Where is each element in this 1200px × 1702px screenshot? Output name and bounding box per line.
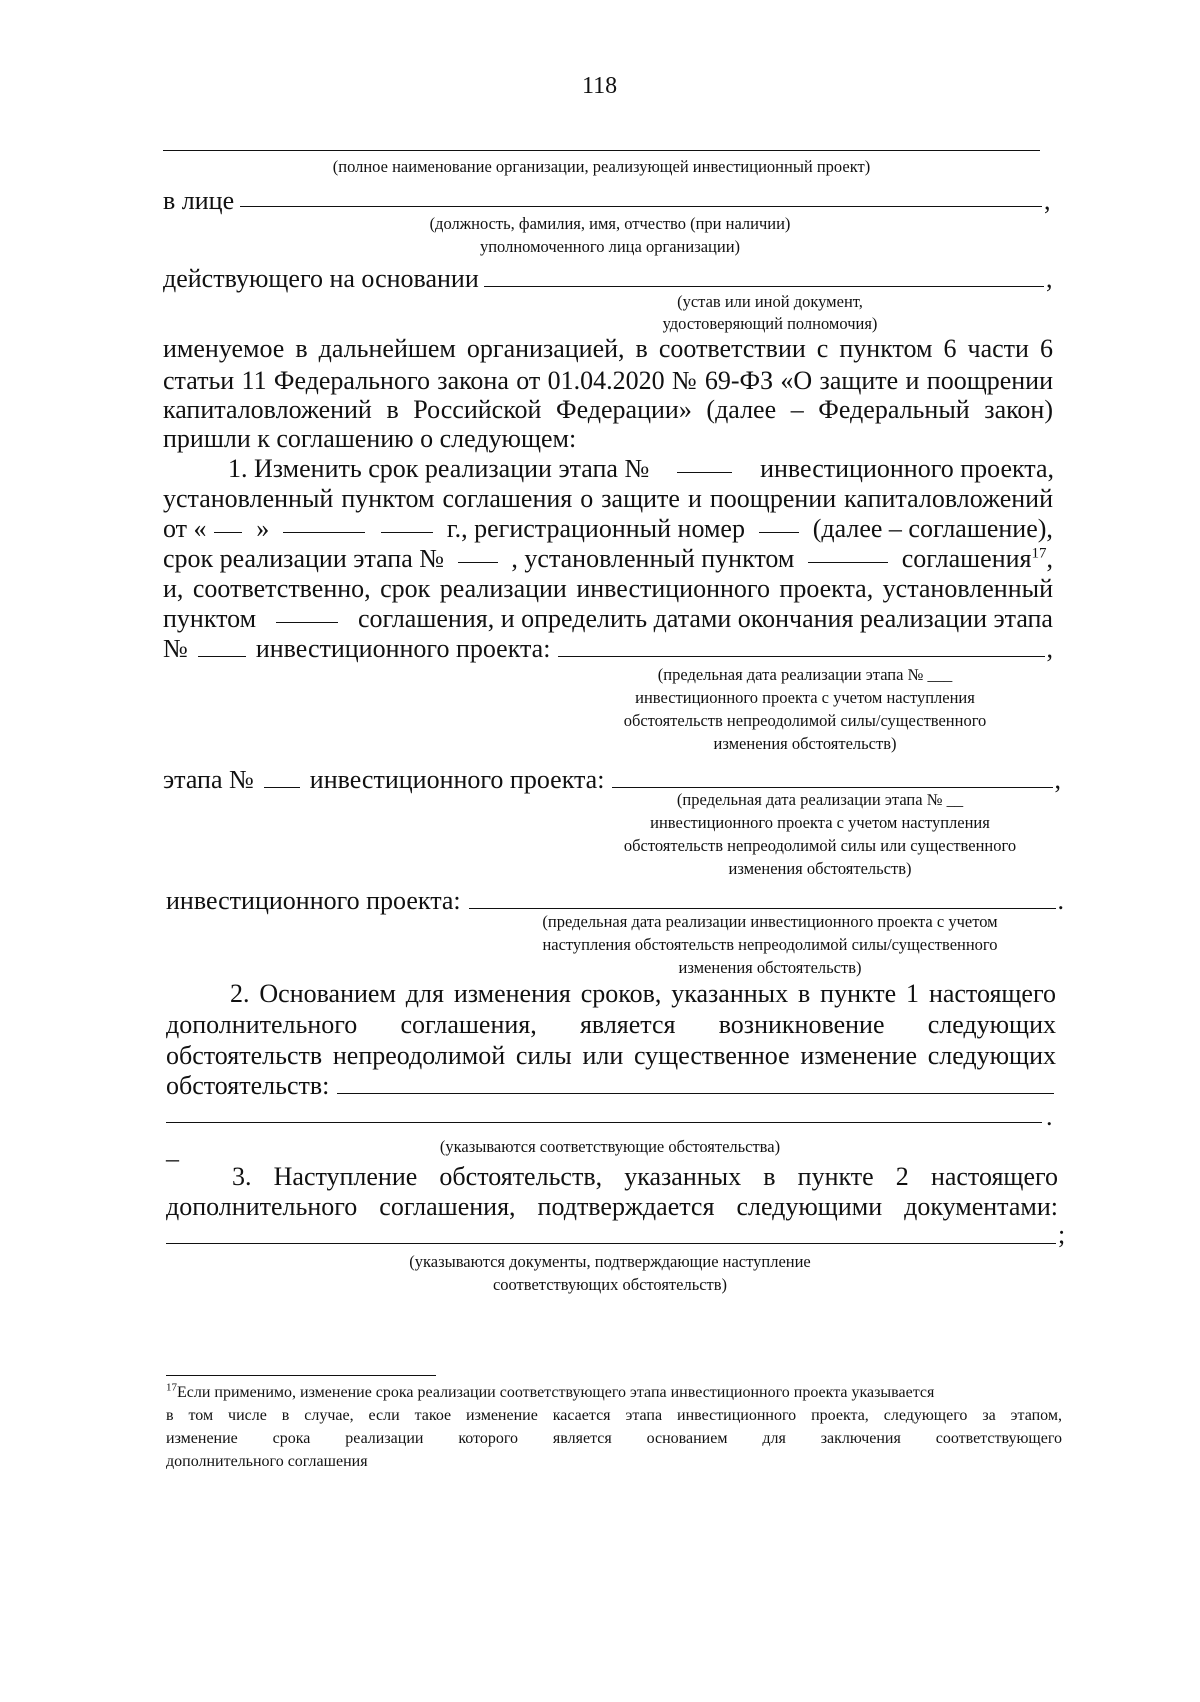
caption-docs-2: соответствующих обстоятельств): [492, 1275, 728, 1294]
p2-line-2: дополнительного соглашения, является возникновение следующих: [166, 1010, 1056, 1039]
month-blank: [283, 512, 365, 533]
stage-number-blank-3: [198, 636, 246, 657]
caption-stage1-2: инвестиционного проекта с учетом наступления: [635, 688, 975, 707]
caption-basis-2: удостоверяющий полномочия): [662, 314, 878, 333]
caption-project-1: (предельная дата реализации инвестиционного проекта с учетом: [542, 912, 998, 931]
p2-l4: обстоятельств:: [166, 1071, 330, 1100]
p1-l1-b: инвестиционного проекта,: [760, 454, 1054, 483]
stray-dash: –: [166, 1144, 179, 1173]
caption-stage1-1: (предельная дата реализации этапа № ___: [657, 665, 953, 684]
caption-org: (полное наименование организации, реализующей инвестиционный проект): [332, 157, 871, 176]
p1-line-4: [163, 542, 1053, 575]
clause-blank-2: [276, 602, 338, 623]
footnote-line-4: дополнительного соглашения: [166, 1453, 368, 1470]
fn-l1-wrap: [166, 1382, 934, 1404]
p1-line-3: [163, 512, 1053, 545]
project-label: инвестиционного проекта:: [166, 886, 461, 915]
stage-date-line: [558, 636, 1044, 657]
period: .: [1046, 1102, 1053, 1131]
stage2-b: инвестиционного проекта:: [309, 765, 605, 794]
p1-l7-a: №: [163, 634, 188, 663]
semicolon: ;: [1058, 1220, 1066, 1249]
year-blank: [381, 512, 433, 533]
stage-number-blank: [677, 452, 732, 473]
clause-blank: [808, 542, 888, 563]
p3-line-2: дополнительного соглашения, подтверждается следующими документами:: [166, 1192, 1058, 1221]
caption-project-2: наступления обстоятельств непреодолимой силы/существенного: [542, 935, 998, 954]
footnote-line-1: [166, 1382, 1062, 1404]
p2-line-3: обстоятельств непреодолимой силы или существенное изменение следующих: [166, 1041, 1056, 1070]
p1-l7-b: инвестиционного проекта:: [255, 634, 551, 663]
p1-l4-c-wrap: [902, 542, 1053, 575]
footnote-line-3: изменение срока реализации которого является основанием для заключения соответствующего: [166, 1430, 1062, 1447]
intro-line-3: капиталовложений в Российской Федерации» (далее – Федеральный закон): [163, 395, 1053, 424]
p1-l6-b: соглашения, и определить датами окончания реализации этапа: [357, 604, 1053, 633]
project-date-line: [469, 888, 1056, 909]
comma: ,: [1054, 765, 1061, 794]
footnote-mark: 17: [166, 1381, 177, 1394]
comma: ,: [1044, 186, 1051, 215]
caption-stage1-3: обстоятельств непреодолимой силы/существенного: [623, 711, 987, 730]
p1-l4-a: срок реализации этапа №: [163, 544, 445, 573]
p1-l3-a: от «: [163, 514, 207, 543]
caption-stage1-4: изменения обстоятельств): [713, 734, 897, 753]
caption-stage2-4: изменения обстоятельств): [728, 859, 912, 878]
footnote-ref: 17: [1031, 545, 1047, 562]
basis-line: [484, 286, 1044, 287]
caption-circumstances: (указываются соответствующие обстоятельства): [439, 1137, 781, 1156]
p1-l4-b: , установленный пунктом: [511, 544, 795, 573]
caption-docs-1: (указываются документы, подтверждающие наступление: [409, 1252, 811, 1271]
p1-l1-a: 1. Изменить срок реализации этапа №: [228, 454, 650, 483]
stage2-number-blank: [264, 767, 300, 788]
p1-l3-d: (далее – соглашение),: [812, 514, 1053, 543]
p1-line-6: [163, 602, 1053, 635]
in-face-label: в лице: [163, 186, 235, 215]
p1-l3-b: »: [256, 514, 270, 543]
comma: ,: [1046, 634, 1053, 663]
p1-line-1: [228, 452, 1054, 485]
documents-line: [166, 1243, 1056, 1244]
period: .: [1057, 886, 1064, 915]
caption-person-1: (должность, фамилия, имя, отчество (при наличии): [429, 214, 791, 233]
p2-line-4: [166, 1069, 1056, 1102]
p1-line-2: установленный пунктом соглашения о защите и поощрении капиталовложений: [163, 484, 1053, 513]
caption-stage2-2: инвестиционного проекта с учетом наступления: [650, 813, 990, 832]
caption-person-2: уполномоченного лица организации): [479, 237, 741, 256]
stage-number-blank-2: [458, 542, 498, 563]
intro-line-4: пришли к соглашению о следующем:: [163, 424, 577, 453]
circumstances-line-2: [166, 1122, 1042, 1123]
org-name-line: [163, 150, 1040, 151]
footnote-line-2: в том числе в случае, если такое изменение касается этапа инвестиционного проекта, следующего за этапом,: [166, 1407, 1062, 1424]
p1-l3-c: г., регистрационный номер: [446, 514, 745, 543]
fn-l1: Если применимо, изменение срока реализации соответствующего этапа инвестиционного проекта указывается: [177, 1384, 935, 1401]
intro-line-1: именуемое в дальнейшем организацией, в соответствии с пунктом 6 части 6: [163, 334, 1053, 363]
p2-line-1: 2. Основанием для изменения сроков, указанных в пункте 1 настоящего: [230, 979, 1056, 1008]
p1-line-5: и, соответственно, срок реализации инвестиционного проекта, установленный: [163, 574, 1053, 603]
caption-stage2-1: (предельная дата реализации этапа № __: [676, 790, 964, 809]
intro-line-2: статьи 11 Федерального закона от 01.04.2020 № 69-ФЗ «О защите и поощрении: [163, 366, 1053, 395]
caption-stage2-3: обстоятельств непреодолимой силы или существенного: [623, 836, 1017, 855]
comma: ,: [1046, 264, 1053, 293]
p1-line-7: [163, 632, 1053, 665]
p1-l6-a: пунктом: [163, 604, 257, 633]
p1-l4-c: соглашения: [901, 544, 1032, 573]
reg-number-blank: [759, 512, 799, 533]
stage2-date-line: [612, 767, 1052, 788]
day-blank: [214, 512, 242, 533]
circumstances-line-1: [337, 1073, 1054, 1094]
caption-project-3: изменения обстоятельств): [678, 958, 862, 977]
representative-line: [240, 206, 1042, 207]
p3-line-1: 3. Наступление обстоятельств, указанных в пункте 2 настоящего: [232, 1162, 1058, 1191]
page-number: 118: [582, 73, 618, 99]
caption-basis-1: (устав или иной документ,: [677, 292, 863, 311]
stage2-a: этапа №: [163, 765, 254, 794]
acting-label: действующего на основании: [163, 264, 479, 293]
footnote-separator: [166, 1375, 436, 1376]
comma: ,: [1046, 544, 1053, 573]
